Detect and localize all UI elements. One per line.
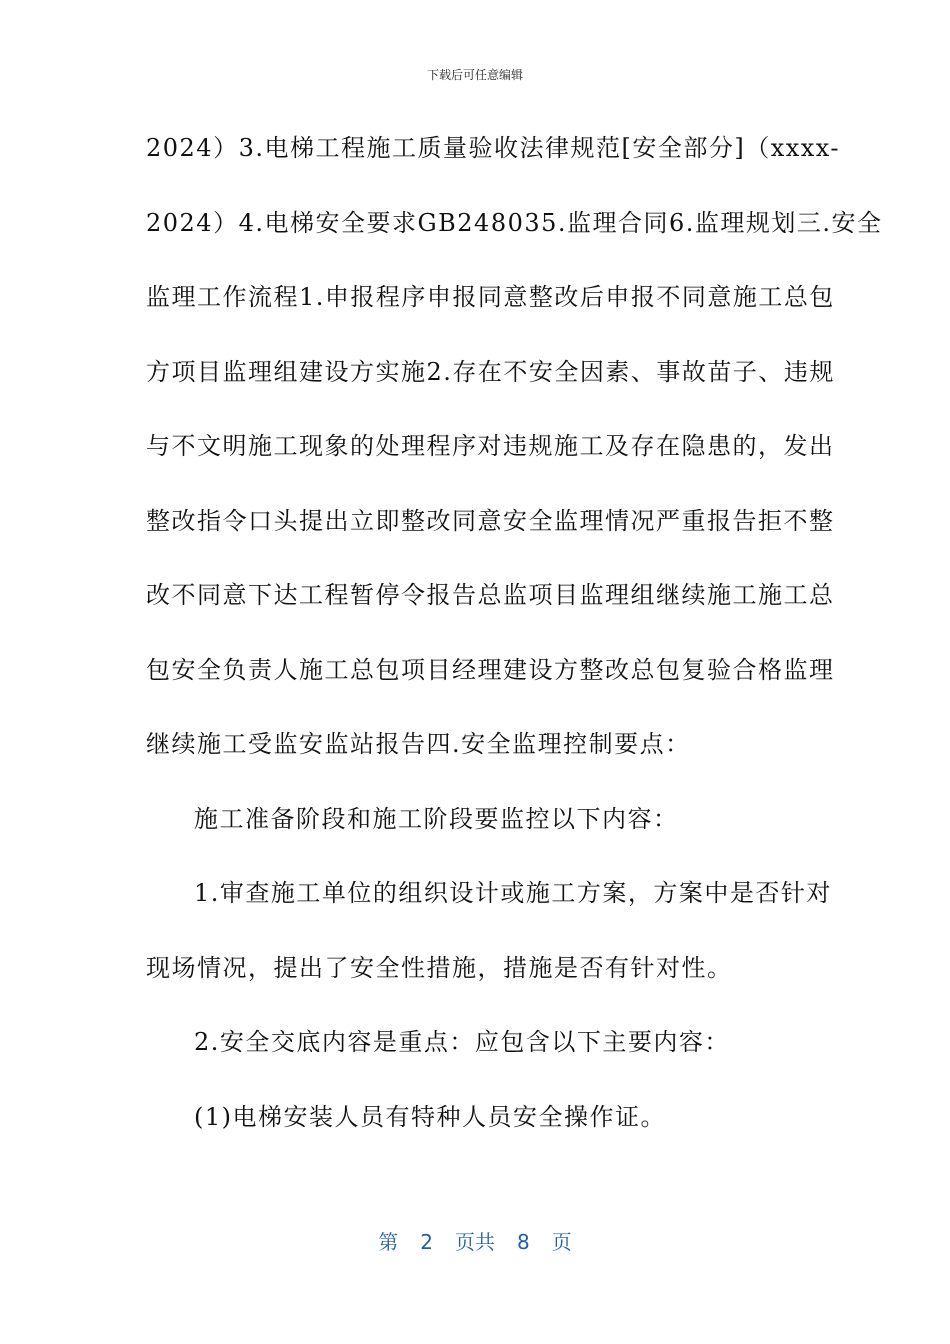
body-line: 包安全负责人施工总包项目经理建设方整改总包复验合格监理 [146,655,835,684]
body-line: 方项目监理组建设方实施2.存在不安全因素、事故苗子、违规 [146,357,835,386]
paragraph-safety-briefing: 2.安全交底内容是重点：应包含以下主要内容： [194,1028,730,1056]
body-line: 2024）3.电梯工程施工质量验收法律规范[安全部分]（xxxx- [146,134,841,162]
document-body [146,118,883,1161]
paragraph-review-plan-continued: 现场情况，提出了安全性措施，措施是否有针对性。 [146,953,733,982]
paragraph-preparation-stage: 施工准备阶段和施工阶段要监控以下内容： [194,804,679,833]
footer-total-pages: 8 [517,1230,530,1254]
page-footer [0,1226,950,1255]
body-line: 与不文明施工现象的处理程序对违规施工及存在隐患的，发出 [146,432,835,460]
footer-prefix: 第 [378,1230,399,1254]
footer-page-number: 2 [420,1230,433,1254]
page-header: 下载后可任意编辑 [426,68,523,82]
paragraph-certificate: (1)电梯安装人员有特种人员安全操作证。 [194,1102,666,1131]
footer-suffix: 页 [551,1230,572,1254]
body-line: 整改指令口头提出立即整改同意安全监理情况严重报告拒不整 [146,506,835,535]
footer-middle: 页共 [455,1230,495,1254]
body-line: 2024）4.电梯安全要求GB248035.监理合同6.监理规划三.安全 [146,208,883,237]
body-line: 监理工作流程1.申报程序申报同意整改后申报不同意施工总包 [146,283,835,311]
body-line: 改不同意下达工程暂停令报告总监项目监理组继续施工施工总 [146,581,835,609]
body-line: 继续施工受监安监站报告四.安全监理控制要点： [146,730,691,758]
paragraph-review-plan: 1.审查施工单位的组织设计或施工方案，方案中是否针对 [194,879,832,907]
